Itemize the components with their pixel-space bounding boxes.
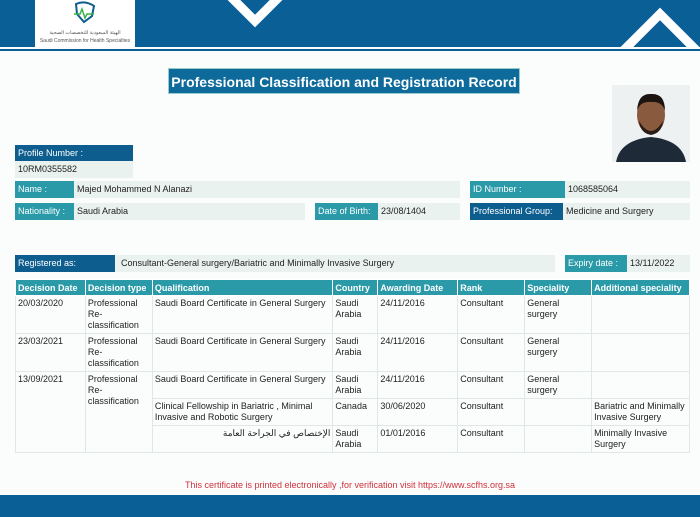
professional-group-label: Professional Group: [470,203,563,220]
cell [592,296,690,334]
cell: Saudi Arabia [333,296,378,334]
cell: 13/09/2021 [16,372,86,453]
professional-group-value: Medicine and Surgery [563,203,690,220]
col-additional-speciality: Additional speciality [592,280,690,296]
registered-as-label: Registered as: [15,255,115,272]
cell: Canada [333,399,378,426]
name-value: Majed Mohammed N Alanazi [74,181,460,198]
profile-number-label: Profile Number : [15,145,133,162]
cell: 30/06/2020 [378,399,458,426]
cell: Consultant [458,296,525,334]
col-country: Country [333,280,378,296]
table-row [16,296,690,334]
cell: General surgery [525,296,592,334]
dob-label: Date of Birth: [315,203,378,220]
cell: Minimally Invasive Surgery [592,426,690,453]
cell [525,399,592,426]
cell: General surgery [525,334,592,372]
cell: 24/11/2016 [378,334,458,372]
registered-as-value: Consultant-General surgery/Bariatric and Minimally Invasive Surgery [115,255,555,272]
classification-table [15,279,690,453]
footer-banner [0,495,700,517]
cell: Consultant [458,372,525,399]
col-decision-type: Decision type [85,280,152,296]
expiry-date-label: Expiry date : [565,255,627,272]
profile-photo [612,85,690,162]
logo-icon [68,0,102,26]
cell: Bariatric and Minimally Invasive Surgery [592,399,690,426]
divider [0,49,700,51]
col-speciality: Speciality [525,280,592,296]
table-row [16,334,690,372]
cell: 24/11/2016 [378,296,458,334]
profile-number-value: 10RM0355582 [15,161,133,178]
cell: 24/11/2016 [378,372,458,399]
col-rank: Rank [458,280,525,296]
cell: Consultant [458,426,525,453]
cell: Saudi Board Certificate in General Surgery [152,334,333,372]
id-number-value: 1068585064 [565,181,690,198]
cell: Consultant [458,334,525,372]
nationality-value: Saudi Arabia [74,203,305,220]
nationality-label: Nationality : [15,203,74,220]
page-title: Professional Classification and Registration Record [168,68,520,94]
cell: Professional Re-classification [85,334,152,372]
expiry-date-value: 13/11/2022 [627,255,690,272]
cell: Saudi Board Certificate in General Surgery [152,296,333,334]
cell: Saudi Arabia [333,426,378,453]
chevron-decoration [618,8,700,47]
cell: 23/03/2021 [16,334,86,372]
table-row [16,372,690,399]
cell: Saudi Arabia [333,372,378,399]
id-number-label: ID Number : [470,181,565,198]
cell: Professional Re-classification [85,296,152,334]
scfhs-logo [35,0,135,47]
cell: 20/03/2020 [16,296,86,334]
cell: الإختصاص في الجراحة العامة [152,426,333,453]
table-header-row [16,280,690,296]
cell: Saudi Arabia [333,334,378,372]
col-awarding-date: Awarding Date [378,280,458,296]
chevron-decoration [213,0,298,27]
dob-value: 23/08/1404 [378,203,460,220]
logo-text-en: Saudi Commission for Health Specialties [39,38,131,44]
cell: Consultant [458,399,525,426]
cell: 01/01/2016 [378,426,458,453]
name-label: Name : [15,181,74,198]
logo-text-ar: الهيئة السعودية للتخصصات الصحية [49,30,121,36]
cell: Professional Re-classification [85,372,152,453]
cell: Saudi Board Certificate in General Surgery [152,372,333,399]
cell [525,426,592,453]
col-qualification: Qualification [152,280,333,296]
cell [592,372,690,399]
cell [592,334,690,372]
cell: General surgery [525,372,592,399]
col-decision-date: Decision Date [16,280,86,296]
cell: Clinical Fellowship in Bariatric , Minimal Invasive and Robotic Surgery [152,399,333,426]
verification-note: This certificate is printed electronically ,for verification visit https://www.scfhs.org.sa [184,480,516,490]
